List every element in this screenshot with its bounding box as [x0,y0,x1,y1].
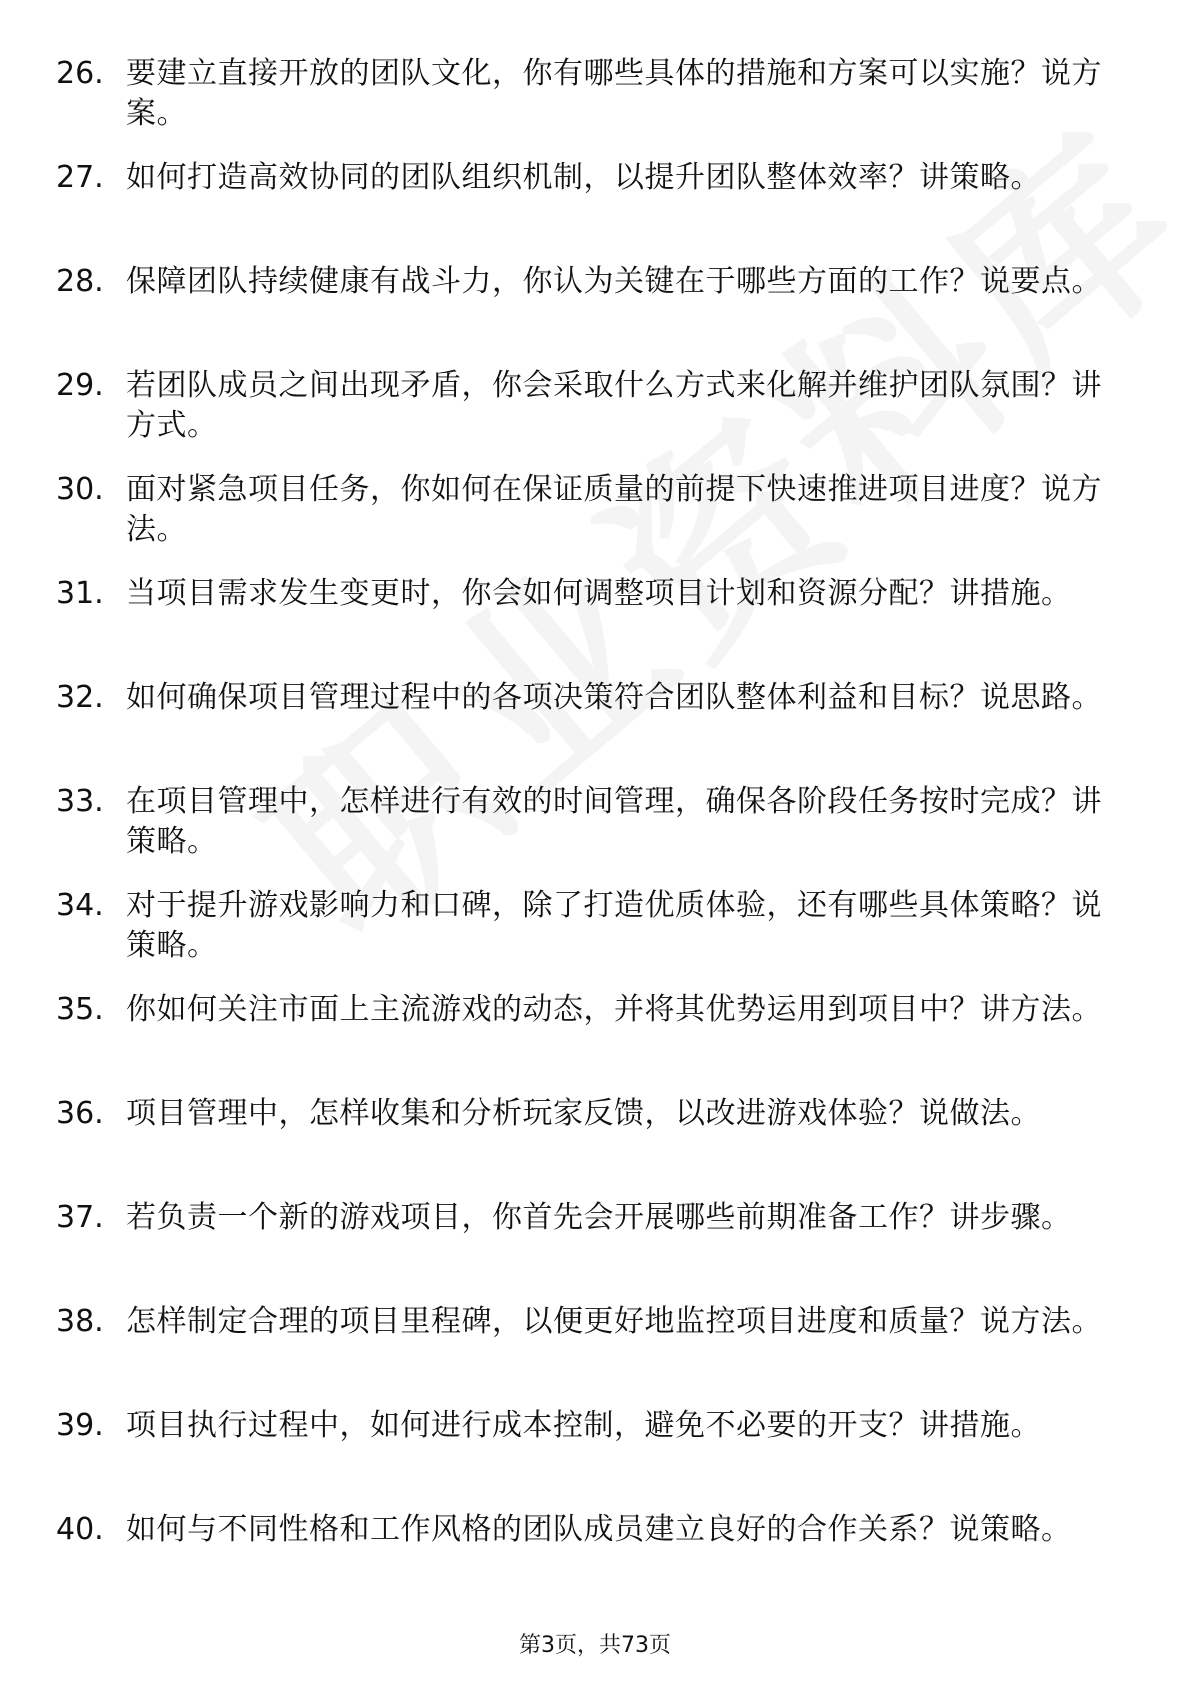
question-text: 面对紧急项目任务，你如何在保证质量的前提下快速推进项目进度？说方法。 [126,472,1102,547]
question-number: 32. [56,680,104,715]
list-item [0,1302,1190,1406]
question-number: 30. [56,472,104,507]
question-number: 27. [56,160,104,195]
question-text: 在项目管理中，怎样进行有效的时间管理，确保各阶段任务按时完成？讲策略。 [126,784,1102,859]
list-item [0,886,1190,990]
question-text: 如何确保项目管理过程中的各项决策符合团队整体利益和目标？说思路。 [126,680,1102,715]
question-text: 你如何关注市面上主流游戏的动态，并将其优势运用到项目中？讲方法。 [126,992,1102,1027]
question-text: 若团队成员之间出现矛盾，你会采取什么方式来化解并维护团队氛围？讲方式。 [126,368,1102,443]
question-text: 要建立直接开放的团队文化，你有哪些具体的措施和方案可以实施？说方案。 [126,56,1102,131]
list-item [0,574,1190,678]
question-number: 26. [56,56,104,91]
question-text: 当项目需求发生变更时，你会如何调整项目计划和资源分配？讲措施。 [126,576,1072,611]
question-number: 40. [56,1512,104,1547]
question-text: 如何打造高效协同的团队组织机制，以提升团队整体效率？讲策略。 [126,160,1041,195]
list-item [0,158,1190,262]
question-number: 28. [56,264,104,299]
question-text: 保障团队持续健康有战斗力，你认为关键在于哪些方面的工作？说要点。 [126,264,1102,299]
question-number: 37. [56,1200,104,1235]
question-text: 若负责一个新的游戏项目，你首先会开展哪些前期准备工作？讲步骤。 [126,1200,1072,1235]
list-item [0,54,1190,158]
question-text: 对于提升游戏影响力和口碑，除了打造优质体验，还有哪些具体策略？说策略。 [126,888,1102,963]
list-item [0,1510,1190,1614]
list-item [0,990,1190,1094]
list-item [0,1198,1190,1302]
list-item [0,470,1190,574]
list-item [0,1094,1190,1198]
question-number: 38. [56,1304,104,1339]
question-text: 项目执行过程中，如何进行成本控制，避免不必要的开支？讲措施。 [126,1408,1041,1443]
question-number: 34. [56,888,104,923]
question-list [0,54,1190,1614]
list-item [0,366,1190,470]
question-number: 31. [56,576,104,611]
question-text: 项目管理中，怎样收集和分析玩家反馈，以改进游戏体验？说做法。 [126,1096,1041,1131]
question-number: 33. [56,784,104,819]
list-item [0,678,1190,782]
question-number: 35. [56,992,104,1027]
list-item [0,262,1190,366]
page-footer: 第3页，共73页 [519,1633,671,1658]
list-item [0,1406,1190,1510]
question-number: 39. [56,1408,104,1443]
list-item [0,782,1190,886]
question-text: 怎样制定合理的项目里程碑，以便更好地监控项目进度和质量？说方法。 [126,1304,1102,1339]
question-text: 如何与不同性格和工作风格的团队成员建立良好的合作关系？说策略。 [126,1512,1072,1547]
question-number: 29. [56,368,104,403]
question-number: 36. [56,1096,104,1131]
